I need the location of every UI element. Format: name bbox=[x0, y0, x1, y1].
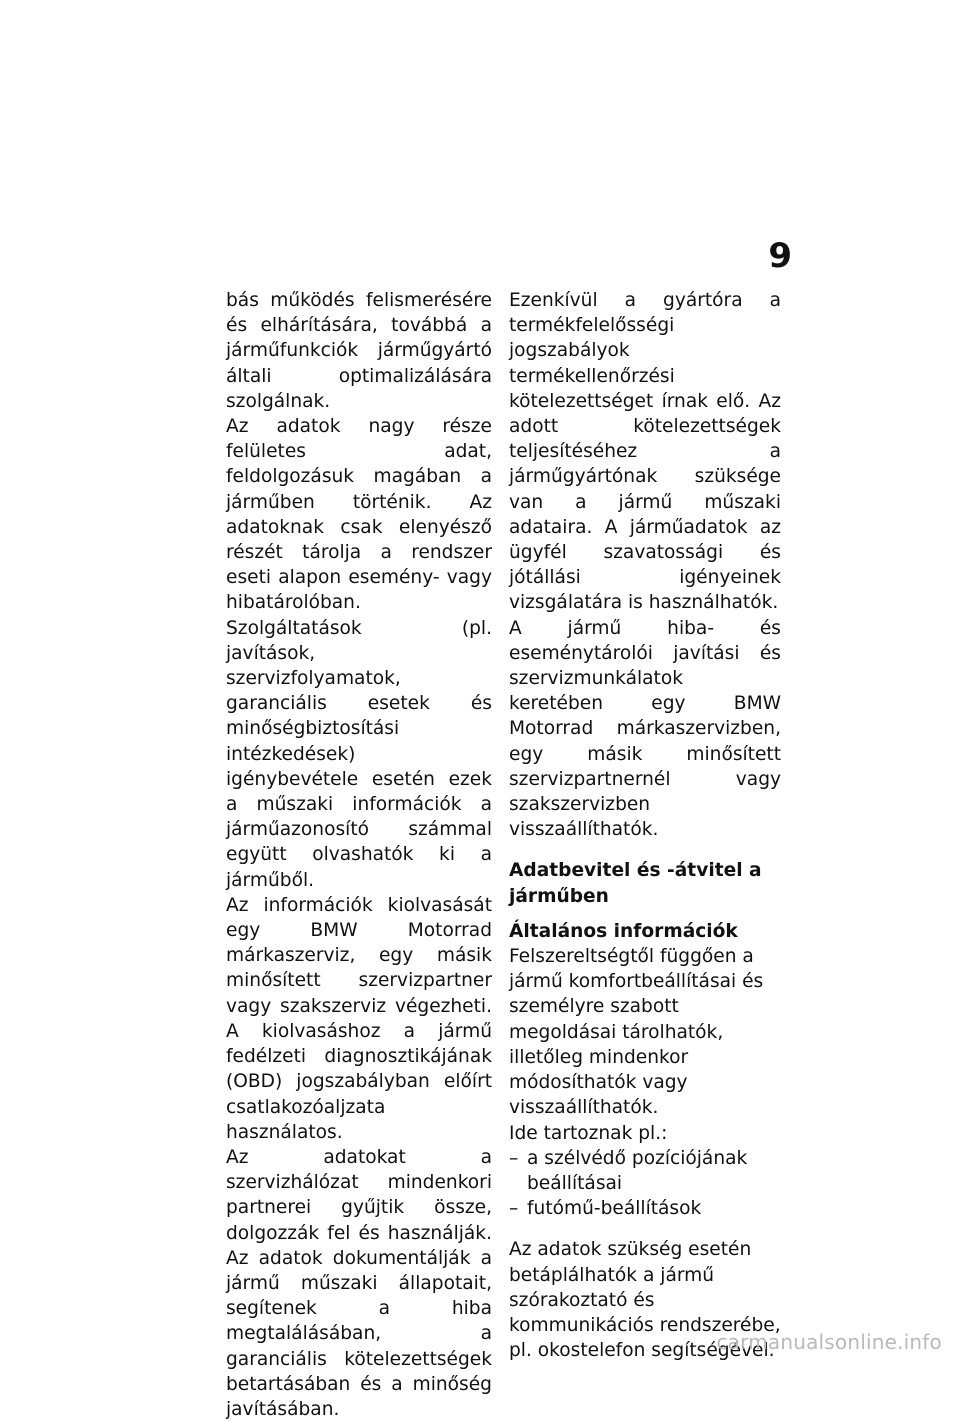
body-paragraph: bás működés felismerésére és elhárítására, továbbá a járműfunkciók járműgyártó általi optimalizálására szolgálnak. bbox=[226, 290, 492, 412]
watermark: carmanualsonline.info bbox=[716, 1330, 942, 1354]
body-paragraph: A jármű hiba- és eseménytárolói javítási és szervizmunkálatok keretében egy BMW Motorrad márkaszervizben, egy másik minősített szervizpartnernél vagy szakszervizben visszaállíthatók. bbox=[509, 617, 781, 841]
settings-list bbox=[509, 1146, 781, 1222]
spacer bbox=[509, 909, 781, 919]
right-column bbox=[509, 288, 781, 1363]
body-paragraph: Ezenkívül a gyártóra a termékfelelősségi jogszabályok termékellenőrzési kötelezettséget írnak elő. Az adott kötelezettségek teljesítéséhez a járműgyártónak szüksége van a jármű műszaki adataira. A járműadatok az ügyfél szavatossági és jótállási igényeinek vizsgálatára is használhatók. bbox=[509, 290, 781, 614]
body-paragraph: Az adatok nagy része felületes adat, feldolgozásuk magában a járműben történik. Az adatoknak csak elenyésző részét tárolja a rendszer eseti alapon esemény- vagy hibatárolóban. bbox=[226, 416, 492, 614]
body-paragraph: Felszereltségtől függően a jármű komfortbeállításai és személyre szabott megoldásai tárolhatók, illetőleg mindenkor módosíthatók vagy visszaállíthatók. bbox=[509, 946, 764, 1119]
list-item-text: a szélvédő pozíciójának beállításai bbox=[527, 1147, 748, 1194]
body-paragraph: Az információk kiolvasását egy BMW Motorrad márkaszerviz, egy másik minősített szervizpartner vagy szakszerviz végezheti. A kiolvasáshoz a jármű fedélzeti diagnosztikájának (OBD) jogszabályban előírt csatlakozóaljzata használatos. bbox=[226, 894, 492, 1143]
section-heading: Adatbevitel és -átvitel a járműben bbox=[509, 860, 762, 907]
list-dash: – bbox=[509, 1147, 519, 1169]
left-column bbox=[226, 288, 492, 1422]
body-paragraph: Ide tartoznak pl.: bbox=[509, 1122, 668, 1144]
body-paragraph: Szolgáltatások (pl. javítások, szervizfolyamatok, garanciális esetek és minőségbiztosítási intézkedések) igénybevétele esetén ezek a műszaki információk a járműazonosító számmal együtt olvashatók ki a járműből. bbox=[226, 617, 492, 891]
spacer bbox=[509, 1221, 781, 1237]
body-paragraph: Az adatokat a szervizhálózat mindenkori partnerei gyűjtik össze, dolgozzák fel és használják. Az adatok dokumentálják a jármű műszaki állapotait, segítenek a hiba megtalálásában, a garanciális kötelezettségek betartásában és a minőség javításában. bbox=[226, 1146, 492, 1420]
body-paragraph: Az adatok szükség esetén betáplálhatók a jármű szórakoztató és kommunikációs rendszerébe, pl. okostelefon segítségével. bbox=[509, 1239, 781, 1362]
list-item bbox=[509, 1146, 781, 1196]
list-item-text: futómű-beállítások bbox=[527, 1198, 702, 1220]
list-item bbox=[509, 1196, 781, 1221]
sub-heading: Általános információk bbox=[509, 920, 738, 942]
page-number: 9 bbox=[768, 236, 792, 276]
spacer bbox=[509, 842, 781, 858]
list-dash: – bbox=[509, 1198, 519, 1220]
